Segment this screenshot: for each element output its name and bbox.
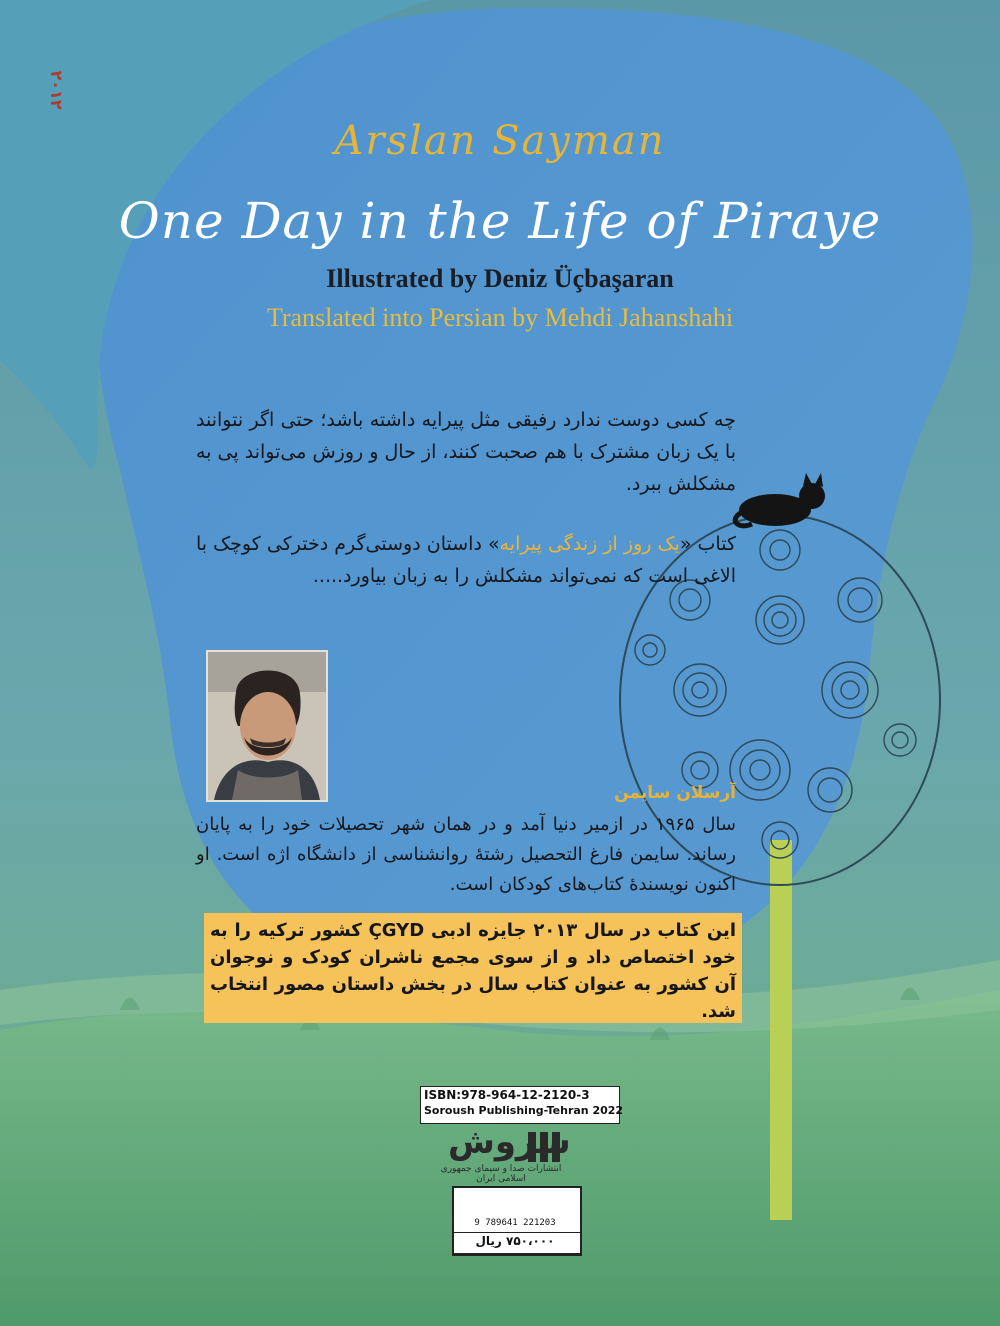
- translator-credit: Translated into Persian by Mehdi Jahanshahi: [266, 303, 734, 332]
- author-bio-text: سال ۱۹۶۵ در ازمیر دنیا آمد و در همان شهر تحصیلات خود را به پایان رساند. سایمن فارغ التحصیل رشتهٔ روانشناسی از دانشگاه اژه است. او اکنون نویسندهٔ کتاب‌های کودکان است.: [196, 814, 736, 895]
- blurb-p2-end: » داستان دوستی‌گرم دخترکی کوچک با الاغی است که نمی‌تواند مشکلش را به زبان بیاورد.....: [196, 533, 736, 587]
- blurb-paragraph-2: [196, 528, 736, 592]
- author-photo: [206, 650, 328, 802]
- book-title-fa-highlight: یک روز از زندگی پیرایه: [499, 533, 680, 555]
- book-title-en: One Day in the Life of Piraye: [118, 192, 882, 250]
- tree-trunk: [770, 840, 792, 1220]
- publisher-logo-text: سروش: [448, 1122, 571, 1162]
- author-name-en: Arslan Sayman: [334, 118, 666, 164]
- publisher-line: Soroush Publishing-Tehran 2022: [424, 1104, 624, 1117]
- publisher-logo-subtitle: انتشارات صدا و سیمای جمهوری اسلامی ایران: [440, 1164, 562, 1184]
- price: ۷۵۰،۰۰۰ ریال: [475, 1234, 555, 1248]
- award-text: این کتاب در سال ۲۰۱۳ جایزه ادبی ÇGYD کشور ترکیه را به خود اختصاص داد و از سوی مجمع ناشران کودک و نوجوان آن کشور به عنوان کتاب سال در بخش داستان مصور انتخاب شد.: [210, 920, 736, 1022]
- blurb-p2-start: کتاب «: [679, 533, 736, 555]
- illustrator-credit: Illustrated by Deniz Üçbaşaran: [326, 264, 674, 293]
- isbn-number: ISBN:978-964-12-2120-3: [424, 1088, 590, 1102]
- barcode-digits: 9 789641 221203: [474, 1218, 556, 1228]
- author-name-fa: آرسلان سایمن: [614, 783, 736, 803]
- side-number: ۲۰۱۲: [47, 70, 66, 110]
- blurb-paragraph-1: چه کسی دوست ندارد رفیقی مثل پیرایه داشته باشد؛ حتی اگر نتوانند با یک زبان مشترک با هم صحبت کنند، از حال و روزش می‌تواند پی به مشکلش ببرد.: [196, 409, 736, 495]
